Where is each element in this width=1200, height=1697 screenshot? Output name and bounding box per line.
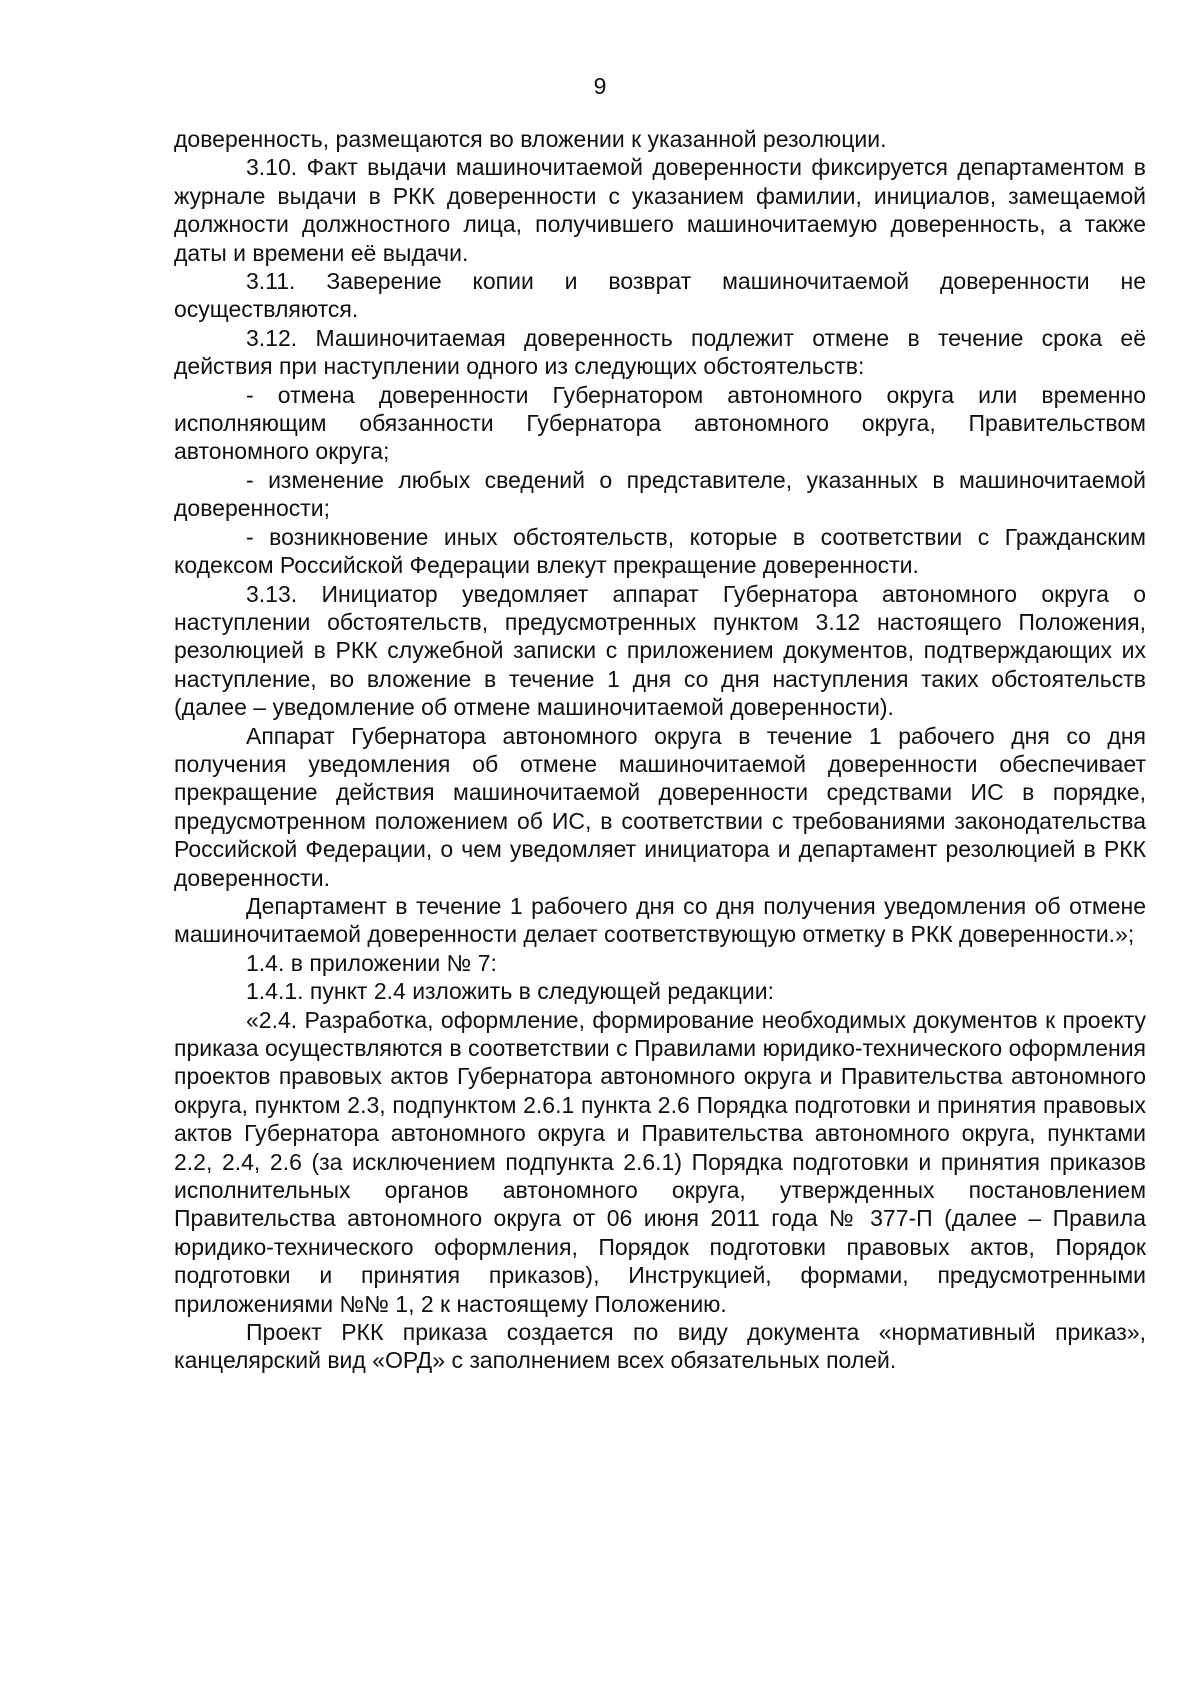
list-item-change: - изменение любых сведений о представителе, указанных в машиночитаемой доверенности; xyxy=(174,466,1146,522)
page-number: 9 xyxy=(593,73,607,99)
paragraph-project-rkk: Проект РКК приказа создается по виду документа «нормативный приказ», канцелярский вид «ОРД» с заполнением всех обязательных полей. xyxy=(174,1319,1146,1374)
list-item-revocation: - отмена доверенности Губернатором автономного округа или временно исполняющим обязанности Губернатора автономного округа, Правительством автономного округа; xyxy=(174,381,1146,465)
list-item-other: - возникновение иных обстоятельств, которые в соответствии с Гражданским кодексом Российской Федерации влекут прекращение доверенности. xyxy=(174,523,1146,579)
paragraph-1-4: 1.4. в приложении № 7: xyxy=(246,949,497,976)
paragraph-1-4-1: 1.4.1. пункт 2.4 изложить в следующей редакции: xyxy=(246,978,774,1005)
paragraph-3-10: 3.10. Факт выдачи машиночитаемой доверенности фиксируется департаментом в журнале выдачи в РКК доверенности с указанием фамилии, инициалов, замещаемой должности должностного лица, получившего машиночитаемую доверенность, а также даты и времени её выдачи. xyxy=(174,154,1146,266)
paragraph-apparatus: Аппарат Губернатора автономного округа в течение 1 рабочего дня со дня получения уведомления об отмене машиночитаемой доверенности обеспечивает прекращение действия машиночитаемой доверенности средствами ИС в порядке, предусмотренном положением об ИС, в соответствии с требованиями законодательства Российской Федерации, о чем уведомляет инициатора и департамент резолюцией в РКК доверенности. xyxy=(174,722,1146,891)
document-body xyxy=(174,125,1146,1375)
paragraph-3-11: 3.11. Заверение копии и возврат машиночитаемой доверенности не осуществляются. xyxy=(174,268,1146,323)
paragraph-continuation: доверенность, размещаются во вложении к указанной резолюции. xyxy=(174,126,887,152)
paragraph-3-12: 3.12. Машиночитаемая доверенность подлежит отмене в течение срока её действия при наступлении одного из следующих обстоятельств: xyxy=(174,324,1146,380)
paragraph-3-13: 3.13. Инициатор уведомляет аппарат Губернатора автономного округа о наступлении обстоятельств, предусмотренных пунктом 3.12 настоящего Положения, резолюцией в РКК служебной записки с приложением документов, подтверждающих их наступление, во вложение в течение 1 дня со дня наступления таких обстоятельств (далее – уведомление об отмене машиночитаемой доверенности). xyxy=(174,580,1146,721)
paragraph-2-4: «2.4. Разработка, оформление, формирование необходимых документов к проекту приказа осуществляются в соответствии с Правилами юридико-технического оформления проектов правовых актов Губернатора автономного округа и Правительства автономного округа, пунктом 2.3, подпунктом 2.6.1 пункта 2.6 Порядка подготовки и принятия правовых актов Губернатора автономного округа и Правительства автономного округа, пунктами 2.2, 2.4, 2.6 (за исключением подпункта 2.6.1) Порядка подготовки и принятия приказов исполнительных органов автономного округа, утвержденных постановлением Правительства автономного округа от 06 июня 2011 года № 377-П (далее – Правила юридико-технического оформления, Порядок подготовки правовых актов, Порядок подготовки и принятия приказов), Инструкцией, формами, предусмотренными приложениями №№ 1, 2 к настоящему Положению. xyxy=(174,1006,1146,1317)
paragraph-department: Департамент в течение 1 рабочего дня со дня получения уведомления об отмене машиночитаемой доверенности делает соответствующую отметку в РКК доверенности.»; xyxy=(174,892,1146,948)
